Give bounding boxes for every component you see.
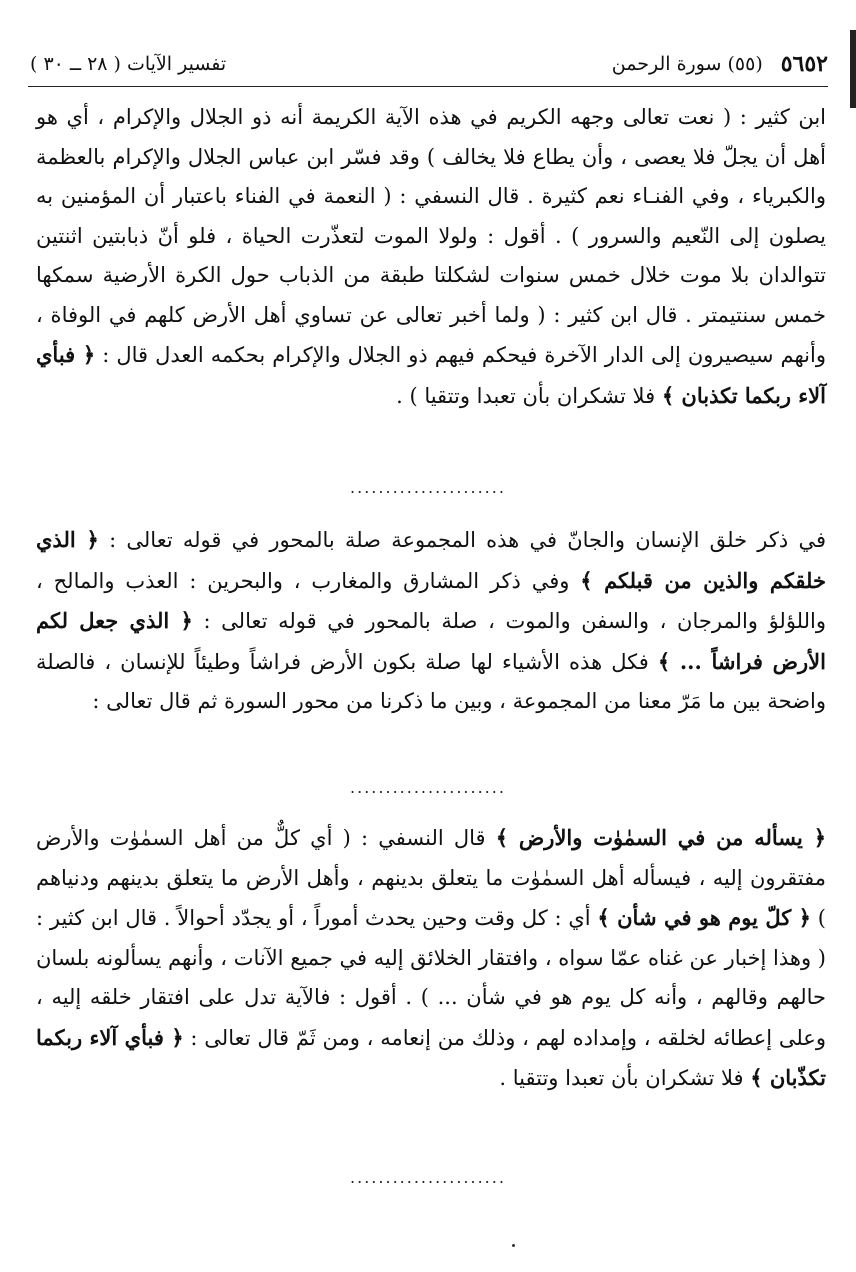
page-number: ٥٦٥٢ xyxy=(780,51,828,77)
header-rule xyxy=(28,86,828,87)
section-separator: ...................... xyxy=(350,778,506,797)
quran-verse: ﴿ يسأله من في السمٰوٰت والأرض ﴾ xyxy=(495,825,826,850)
print-speck xyxy=(512,1244,515,1247)
quran-verse: ﴿ كلّ يوم هو في شأن ﴾ xyxy=(597,905,811,930)
quran-verse: ﴿ الذي خلقكم والذين من قبلكم ﴾ xyxy=(36,527,826,593)
quran-verse: ﴿ فبأي آلاء ربكما تكذبان ﴾ xyxy=(36,342,826,408)
section-title: تفسير الآيات ( ٢٨ ــ ٣٠ ) xyxy=(30,53,227,75)
paragraph xyxy=(36,818,826,1099)
page-edge-mark xyxy=(850,30,856,108)
section-separator: ...................... xyxy=(350,478,506,497)
paragraph-text: فكل هذه الأشياء لها صلة بكون الأرض فراشاً وطيئاً للإنسان ، فالصلة واضحة بين ما مَرّ معنا من المجموعة ، وبين ما ذكرنا من محور السورة ثم قال تعالى : xyxy=(36,649,826,713)
commentary-section-2 xyxy=(36,520,826,722)
commentary-section-1 xyxy=(36,98,826,416)
paragraph xyxy=(36,520,826,722)
running-header xyxy=(30,44,828,84)
paragraph-text: فلا تشكران بأن تعبدا وتتقيا ) . xyxy=(396,383,656,408)
commentary-section-3 xyxy=(36,818,826,1099)
quran-verse: ﴿ الذي جعل لكم الأرض فراشاً ... ﴾ xyxy=(36,608,826,674)
paragraph-text: أي : كل وقت وحين يحدث أموراً ، أو يجدّد أحوالاً . قال ابن كثير : ( وهذا إخبار عن غناه عمّا سواه ، وافتقار الخلائق إليه في جميع الآنات ، وأنهم يسألونه بلسان حالهم وقالهم ، وأنه كل يوم هو في شأن ... ) . أقول : فالآية تدل على افتقار خلقه إليه ، وعلى إعطائه لخلقه ، وإمداده لهم ، وذلك من إنعامه ، ومن ثَمّ قال تعالى : xyxy=(36,906,826,1050)
paragraph-text: وفي ذكر المشارق والمغارب ، والبحرين : العذب والمالح ، واللؤلؤ والمرجان ، والسفن والموت ، صلة بالمحور في قوله تعالى : xyxy=(36,568,826,633)
header-right-group xyxy=(612,51,828,77)
surah-name: (٥٥) سورة الرحمن xyxy=(611,53,763,75)
paragraph xyxy=(36,98,826,416)
section-separator: ...................... xyxy=(350,1168,506,1187)
quran-verse: ﴿ فبأي آلاء ربكما تكذّبان ﴾ xyxy=(36,1024,826,1090)
paragraph-text: قال النسفي : ( أي كلٌّ من أهل السمٰوٰت والأرض مفتقرون إليه ، فيسأله أهل السمٰوٰت ما يتعلق بدينهم ، وأهل الأرض ما يتعلق بدينهم ودنياهم ) xyxy=(36,826,826,930)
paragraph-text: ابن كثير : ( نعت تعالى وجهه الكريم في هذه الآية الكريمة أنه ذو الجلال والإكرام ، أي هو أهل أن يجلّ فلا يعصى ، وأن يطاع فلا يخالف ) وقد فسّر ابن عباس الجلال والإكرام بالعظمة والكبرياء ، وفي الفنـاء نعم كثيرة . قال النسفي : ( النعمة في الفناء باعتبار أن المؤمنين به يصلون إلى النّعيم والسرور ) . أقول : ولولا الموت لتعذّرت الحياة ، فلو أنّ ذبابتين اثنتين تتوالدان بلا موت خلال خمس سنوات لشكلتا طبقة من الذباب حول الكرة الأرضية سمكها خمس سنتيمتر . قال ابن كثير : ( ولما أخبر تعالى عن تساوي أهل الأرض كلهم في الوفاة ، وأنهم سيصيرون إلى الدار الآخرة فيحكم فيهم ذو الجلال والإكرام بحكمه العدل قال : xyxy=(36,105,827,367)
paragraph-text: في ذكر خلق الإنسان والجانّ في هذه المجموعة صلة بالمحور في قوله تعالى : xyxy=(109,528,826,552)
paragraph-text: فلا تشكران بأن تعبدا وتتقيا . xyxy=(499,1066,744,1090)
